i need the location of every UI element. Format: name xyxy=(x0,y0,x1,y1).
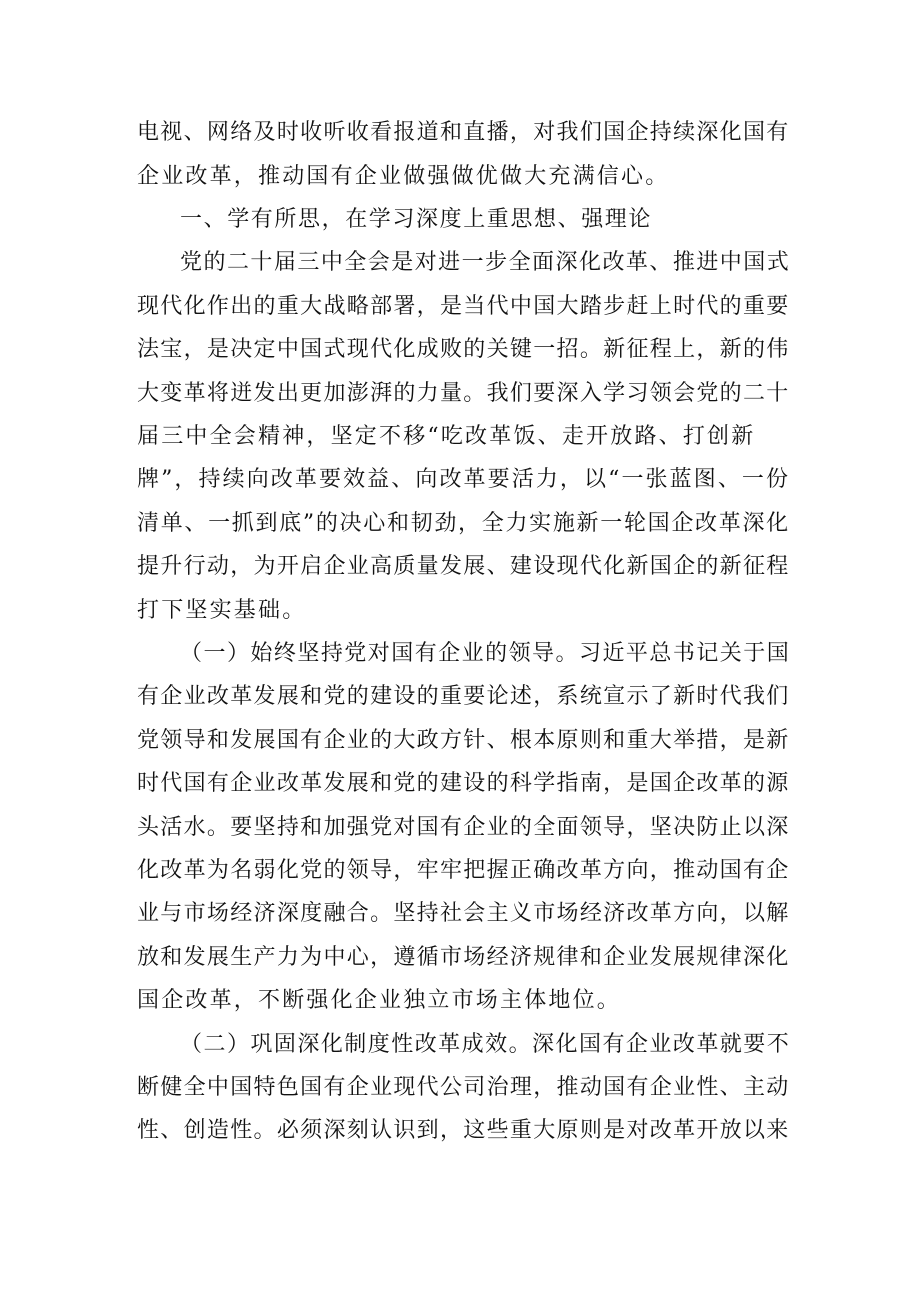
body-text-line: 国企改革，不断强化企业独立市场主体地位。 xyxy=(137,988,622,1013)
body-text-line: 时代国有企业改革发展和党的建设的科学指南，是国企改革的源 xyxy=(137,771,790,796)
body-text-line: 电视、网络及时收听收看报道和直播，对我们国企持续深化国有 xyxy=(137,120,790,145)
body-text-line: 牌”，持续向改革要效益、向改革要活力，以“一张蓝图、一份 xyxy=(137,467,791,492)
section-heading: 一、学有所思，在学习深度上重思想、强理论 xyxy=(180,207,653,232)
body-text-line: 头活水。要坚持和加强党对国有企业的全面领导，坚决防止以深 xyxy=(137,815,790,840)
subsection-paragraph-start: （二）巩固深化制度性改革成效。深化国有企业改革就要不 xyxy=(180,1032,791,1057)
body-text-line: 打下坚实基础。 xyxy=(137,598,307,623)
body-text-line: 业与市场经济深度融合。坚持社会主义市场经济改革方向，以解 xyxy=(137,901,790,926)
body-text-line: 届三中全会精神，坚定不移“吃改革饭、走开放路、打创新 xyxy=(137,424,756,449)
body-text-line: 党领导和发展国有企业的大政方针、根本原则和重大举措，是新 xyxy=(137,728,790,753)
body-text-line: 党的二十届三中全会是对进一步全面深化改革、推进中国式 xyxy=(180,250,791,275)
body-text-line: 现代化作出的重大战略部署，是当代中国大踏步赶上时代的重要 xyxy=(137,294,790,319)
body-text-line: 大变革将迸发出更加澎湃的力量。我们要深入学习领会党的二十 xyxy=(137,381,790,406)
body-text-line: 化改革为名弱化党的领导，牢牢把握正确改革方向，推动国有企 xyxy=(137,858,790,883)
body-text-line: 断健全中国特色国有企业现代公司治理，推动国有企业性、主动 xyxy=(137,1075,790,1100)
body-text-line: 有企业改革发展和党的建设的重要论述，系统宣示了新时代我们 xyxy=(137,684,790,709)
subsection-paragraph-start: （一）始终坚持党对国有企业的领导。习近平总书记关于国 xyxy=(180,641,791,666)
body-text-line: 企业改革，推动国有企业做强做优做大充满信心。 xyxy=(137,164,670,189)
body-text-line: 性、创造性。必须深刻认识到，这些重大原则是对改革开放以来 xyxy=(137,1118,790,1143)
body-text-line: 提升行动，为开启企业高质量发展、建设现代化新国企的新征程 xyxy=(137,554,790,579)
body-text-line: 清单、一抓到底”的决心和韧劲，全力实施新一轮国企改革深化 xyxy=(137,511,790,536)
body-text-line: 放和发展生产力为中心，遵循市场经济规律和企业发展规律深化 xyxy=(137,945,790,970)
body-text-line: 法宝，是决定中国式现代化成败的关键一招。新征程上，新的伟 xyxy=(137,337,790,362)
